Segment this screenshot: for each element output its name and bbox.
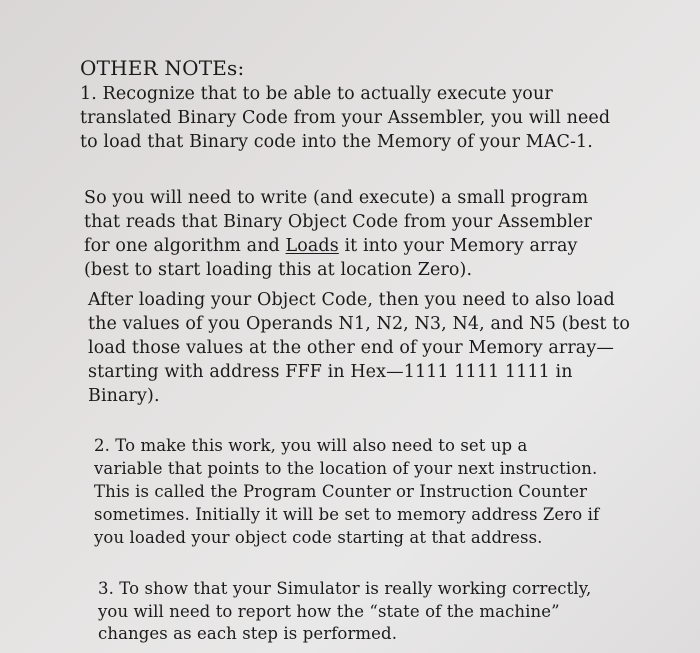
note-1-line: to load that Binary code into the Memory of your MAC-1. — [80, 132, 593, 152]
paragraph-line: So you will need to write (and execute) a small program — [84, 188, 589, 208]
notes-heading: OTHER NOTEs: — [80, 56, 245, 80]
paragraph-line: After loading your Object Code, then you need to also load — [88, 290, 615, 310]
note-1-paragraph — [80, 82, 610, 154]
paragraph-line — [84, 234, 592, 258]
paragraph-line: that reads that Binary Object Code from your Assembler — [84, 212, 592, 232]
note-3-line: you will need to report how the “state of the machine” — [98, 601, 560, 621]
note-2-line: 2. To make this work, you will also need to set up a — [94, 436, 528, 455]
note-3-paragraph — [98, 578, 591, 646]
paragraph-line: the values of you Operands N1, N2, N3, N4, and N5 (best to — [88, 314, 630, 334]
paragraph-line: (best to start loading this at location Zero). — [84, 260, 473, 280]
note-2-line: This is called the Program Counter or Instruction Counter — [94, 482, 588, 501]
note-3-line: changes as each step is performed. — [98, 624, 398, 643]
note-2-paragraph — [94, 434, 599, 549]
paragraph-line: starting with address FFF in Hex—1111 1111 1111 in — [88, 362, 573, 382]
note-3-line: 3. To show that your Simulator is really working correctly, — [98, 579, 592, 598]
paragraph-text: it into your Memory array — [338, 236, 578, 256]
note-2-line: sometimes. Initially it will be set to memory address Zero if — [94, 505, 600, 524]
note-1-line: 1. Recognize that to be able to actually execute your — [80, 84, 553, 104]
load-operands-paragraph — [88, 288, 630, 408]
note-1-line: translated Binary Code from your Assembler, you will need — [80, 108, 611, 128]
note-2-line: variable that points to the location of your next instruction. — [94, 459, 598, 478]
paragraph-line: Binary). — [88, 386, 160, 406]
load-program-paragraph — [84, 186, 592, 282]
note-2-line: you loaded your object code starting at that address. — [94, 528, 543, 547]
paragraph-text: for one algorithm and — [84, 236, 286, 256]
loads-underlined-word: Loads — [285, 236, 339, 256]
paragraph-line: load those values at the other end of your Memory array— — [88, 338, 614, 358]
